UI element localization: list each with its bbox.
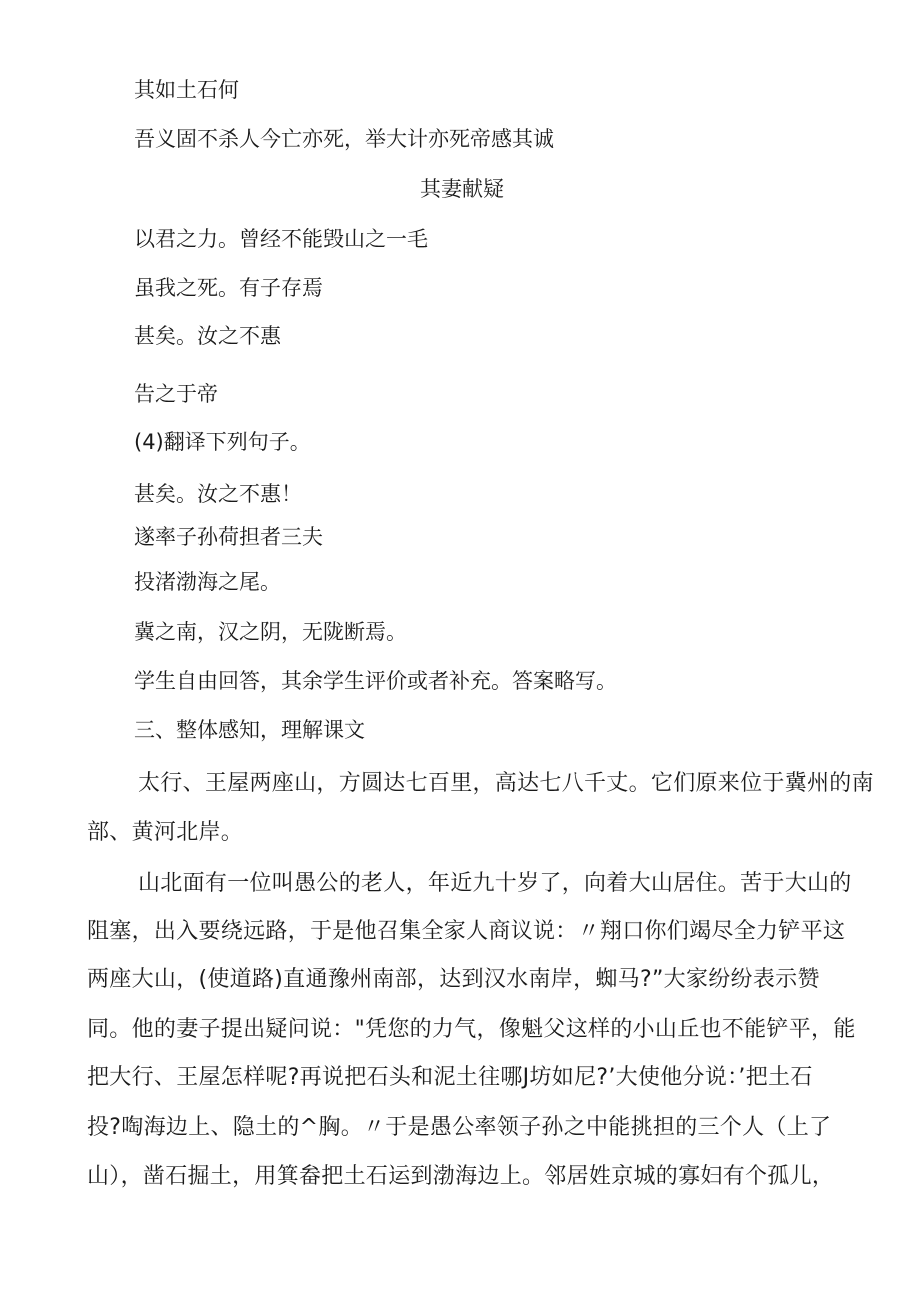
text-line-10: 遂率子孙荷担者三夫	[134, 525, 323, 549]
paragraph-line: 把大行、王屋怎样呢?再说把石头和泥土往哪J坊如尼?’大使他分说：’把土石	[87, 1065, 813, 1090]
text-line-4: 以君之力。曾经不能毁山之一毛	[134, 227, 428, 251]
text-line-2: 吾义固不杀人今亡亦死，举大计亦死帝感其诚	[134, 127, 554, 151]
text-line-11: 投渚渤海之尾。	[134, 570, 281, 594]
section-title-3: 三、整体感知，理解课文	[134, 718, 365, 742]
text-line-7: 告之于帝	[134, 382, 218, 406]
paragraph-line: 投?啕海边上、隐土的^胸。〃于是愚公率领子孙之中能挑担的三个人（上了	[87, 1115, 832, 1140]
paragraph-line: 太行、王屋两座山，方圆达七百里，高达七八千丈。它们原来位于冀州的南	[138, 771, 874, 796]
paragraph-line: 阻塞，出入要绕远路，于是他召集全家人商议说：〃翔口你们竭尽全力铲平这	[87, 919, 846, 944]
text-line-5: 虽我之死。有子存焉	[134, 276, 323, 300]
section-heading: 其妻献疑	[420, 177, 504, 201]
text-line-12: 冀之南，汉之阴，无陇断焉。	[134, 620, 407, 644]
question-heading: (4)翻译下列句子。	[134, 430, 311, 454]
text-line-1: 其如土石何	[134, 78, 239, 102]
text-line-13: 学生自由回答，其余学生评价或者补充。答案略写。	[134, 669, 617, 693]
text-line-6: 甚矣。汝之不惠	[134, 324, 281, 348]
paragraph-line: 两座大山，(使道路)直通豫州南部，达到汉水南岸，蜘马?”大家纷纷表示赞	[87, 967, 820, 992]
paragraph-line: 山），凿石掘土，用箕畚把土石运到渤海边上。邻居姓京城的寡妇有个孤儿，	[87, 1164, 835, 1189]
text-line-9: 甚矣。汝之不惠！	[134, 482, 302, 506]
paragraph-line: 山北面有一位叫愚公的老人，年近九十岁了，向着大山居住。苦于大山的	[138, 871, 852, 896]
paragraph-line: 同。他的妻子提出疑问说："凭您的力气，像魁父这样的小山丘也不能铲平，能	[87, 1017, 856, 1042]
paragraph-line: 部、黄河北岸。	[87, 820, 244, 845]
